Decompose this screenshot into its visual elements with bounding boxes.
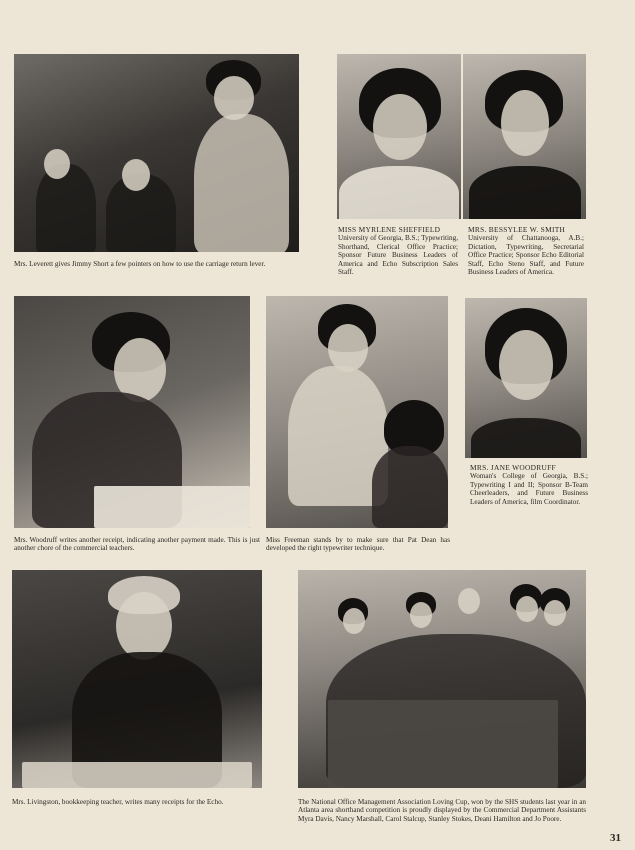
photo-woodruff — [465, 298, 587, 458]
photo-woodruff-desk — [14, 296, 250, 528]
name-woodruff: MRS. JANE WOODRUFF — [470, 463, 556, 472]
name-sheffield: MISS MYRLENE SHEFFIELD — [338, 225, 441, 234]
photo-sheffield — [337, 54, 461, 219]
photo-smith — [463, 54, 586, 219]
photo-freeman — [266, 296, 448, 528]
name-smith: MRS. BESSYLEE W. SMITH — [468, 225, 566, 234]
caption-freeman: Miss Freeman stands by to make sure that Pat Dean has developed the right typewriter technique. — [266, 536, 450, 553]
caption-noma-group: The National Office Management Association Loving Cup, won by the SHS students last year in an Atlanta area shorthand competition is proudly displayed by the Commercial Department Assistants Myra Davis, Nancy Marshall, Carol Stalcup, Stanley Stokes, Deani Hamilton and Jo Poore. — [298, 798, 586, 823]
photo-leverett — [14, 54, 299, 252]
photo-livingston — [12, 570, 262, 788]
caption-woodruff-desk: Mrs. Woodruff writes another receipt, indicating another payment made. This is just another chore of the commercial teachers. — [14, 536, 260, 553]
caption-livingston: Mrs. Livingston, bookkeeping teacher, writes many receipts for the Echo. — [12, 798, 224, 806]
caption-leverett: Mrs. Leverett gives Jimmy Short a few pointers on how to use the carriage return lever. — [14, 260, 266, 268]
bio-sheffield: MISS MYRLENE SHEFFIELD University of Georgia, B.S.; Typewriting, Shorthand, Clerical Office Practice; Sponsor Future Business Leaders of America and Echo Subscription Sales Staff. — [338, 225, 458, 277]
photo-noma-group — [298, 570, 586, 788]
bio-woodruff: MRS. JANE WOODRUFF Woman's College of Georgia, B.S.; Typewriting I and II; Sponsor B-Team Cheerleaders, and Future Business Leaders of America, film Coordinator. — [470, 463, 588, 506]
bio-smith: MRS. BESSYLEE W. SMITH University of Chattanooga, A.B.; Dictation, Typewriting, Secretarial Office Practice; Sponsor Echo Editorial Staff, Echo Steno Staff, and Future Business Leaders of America. — [468, 225, 584, 277]
page-number: 31 — [610, 832, 621, 844]
